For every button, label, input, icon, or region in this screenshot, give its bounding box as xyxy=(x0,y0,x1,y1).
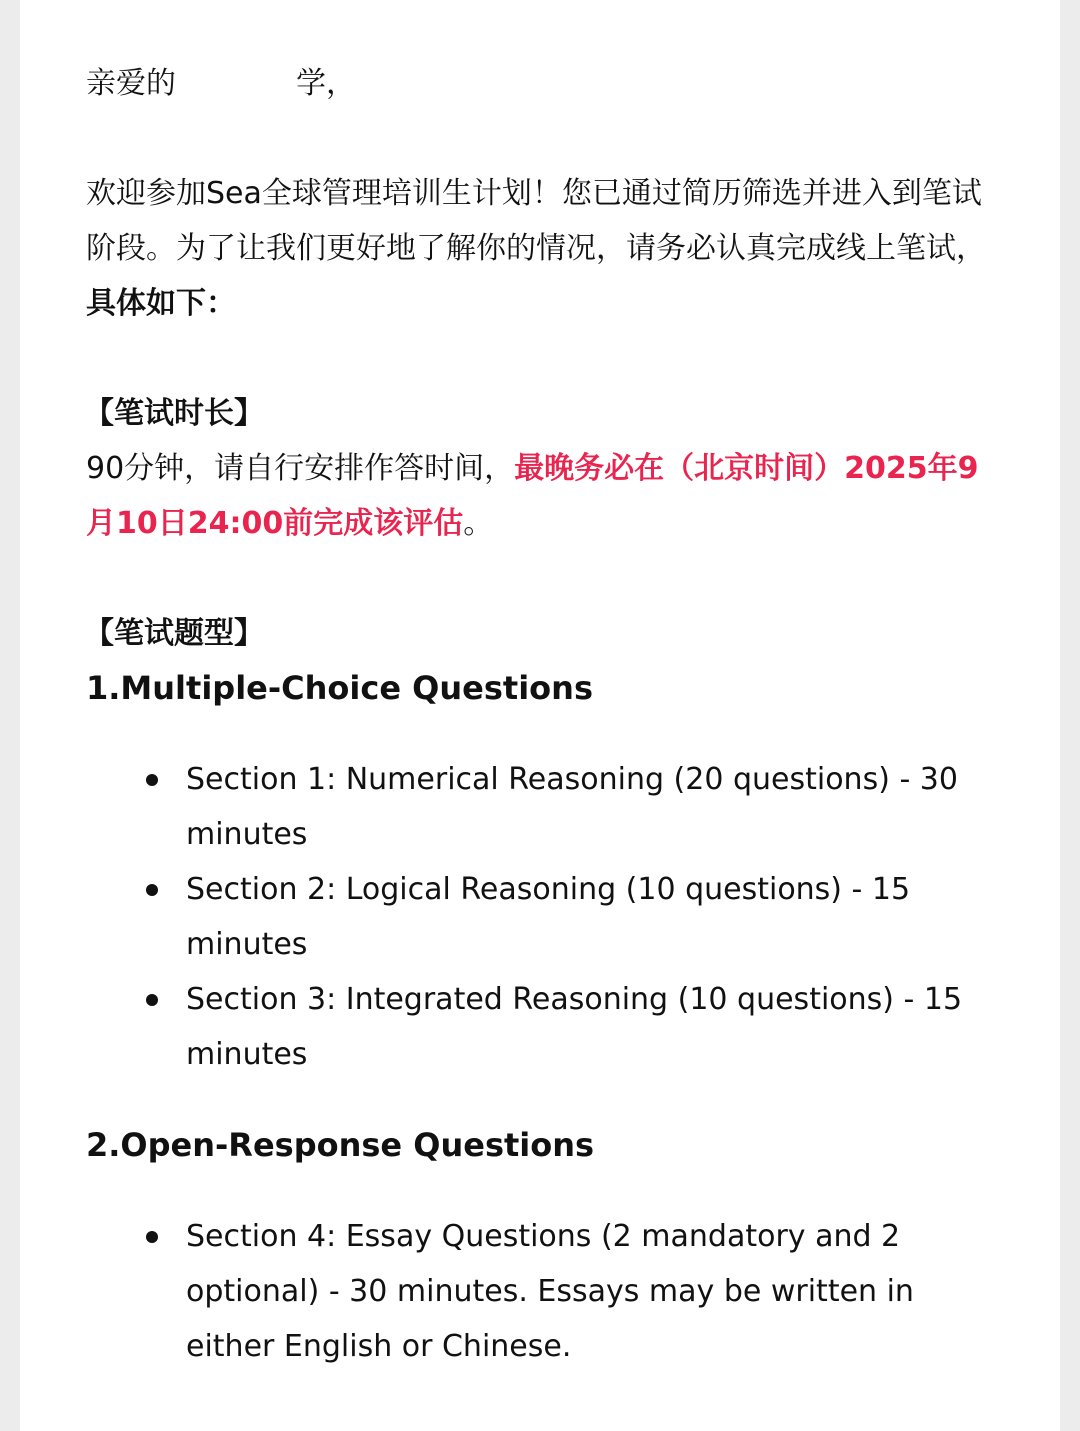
message-body xyxy=(86,56,1006,1374)
list-item xyxy=(86,862,1006,972)
redacted-name xyxy=(176,61,296,101)
duration-title: 【笔试时长】 xyxy=(84,396,264,431)
open-list xyxy=(86,1209,1006,1374)
list-item xyxy=(86,1209,1006,1374)
types-title: 【笔试题型】 xyxy=(84,616,264,651)
greeting-prefix: 亲爱的 xyxy=(86,66,176,101)
mcq-heading: 1.Multiple-Choice Questions xyxy=(86,669,593,707)
list-item-text: Section 1: Numerical Reasoning (20 questions) - 30 minutes xyxy=(186,762,958,852)
bullet-icon xyxy=(146,1231,158,1243)
duration-section xyxy=(86,386,1006,551)
duration-paragraph xyxy=(86,441,1006,551)
list-item xyxy=(86,752,1006,862)
greeting xyxy=(86,56,1006,111)
duration-end: 。 xyxy=(463,506,494,541)
list-item-text: Section 2: Logical Reasoning (10 questions) - 15 minutes xyxy=(186,872,911,962)
list-item xyxy=(86,972,1006,1082)
bullet-icon xyxy=(146,994,158,1006)
types-section xyxy=(86,606,1006,1374)
mcq-list xyxy=(86,752,1006,1082)
open-heading: 2.Open-Response Questions xyxy=(86,1126,595,1164)
list-item-text: Section 3: Integrated Reasoning (10 questions) - 15 minutes xyxy=(186,982,963,1072)
document-page xyxy=(20,0,1060,1431)
intro-paragraph xyxy=(86,166,1006,331)
intro-bold-text: 具体如下： xyxy=(86,286,236,321)
intro-text: 欢迎参加Sea全球管理培训生计划！您已通过简历筛选并进入到笔试阶段。为了让我们更好地了解你的情况，请务必认真完成线上笔试， xyxy=(86,176,986,266)
list-item-text: Section 4: Essay Questions (2 mandatory and 2 optional) - 30 minutes. Essays may be written in either English or Chinese. xyxy=(186,1219,914,1364)
duration-text: 90分钟，请自行安排作答时间， xyxy=(86,451,515,486)
bullet-icon xyxy=(146,884,158,896)
deadline-highlight: 最晚务必在（北京时间）2025年9月10日24:00前完成该评估 xyxy=(86,451,979,541)
bullet-icon xyxy=(146,774,158,786)
greeting-suffix: 学， xyxy=(296,66,356,101)
